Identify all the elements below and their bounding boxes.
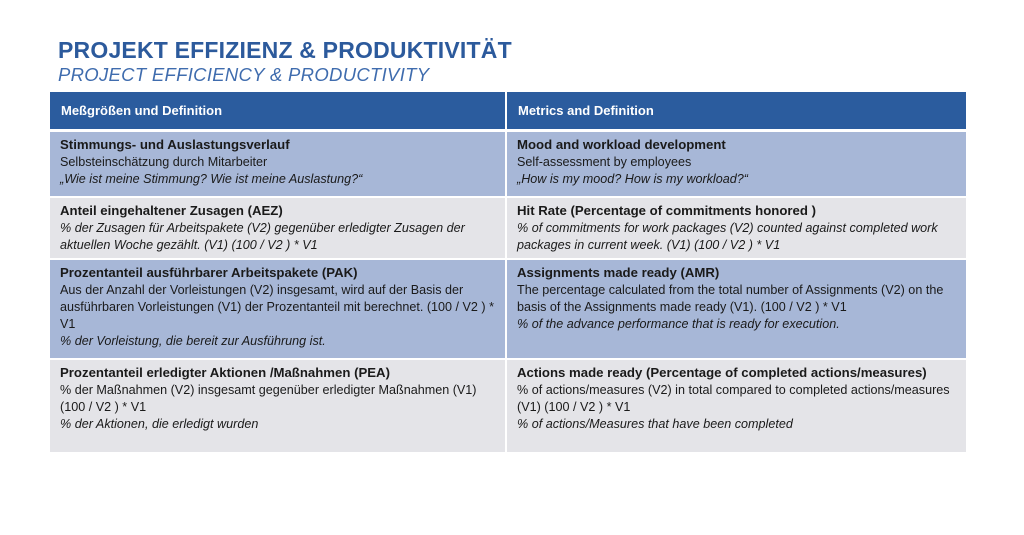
metrics-table (50, 92, 966, 454)
cell-english (507, 260, 966, 360)
cell-english (507, 198, 966, 260)
metric-title: Actions made ready (Percentage of completed actions/measures) (517, 365, 927, 380)
metric-title: Prozentanteil ausführbarer Arbeitspakete (PAK) (60, 265, 358, 280)
metric-definition: The percentage calculated from the total number of Assignments (V2) on the basis of the Assignments made ready (V1). (100 / V2 ) * V1 (517, 283, 944, 314)
metric-definition: % of commitments for work packages (V2) counted against completed work packages in current week. (V1) (100 / V2 ) * V1 (517, 221, 938, 252)
metric-definition: Aus der Anzahl der Vorleistungen (V2) insgesamt, wird auf der Basis der ausführbaren Vorleistungen (V1) der Prozentanteil mit berechnet. (100 / V2 ) * V1 (60, 283, 495, 331)
header-german: Meßgrößen und Definition (50, 92, 507, 132)
cell-german (50, 132, 507, 198)
cell-german (50, 198, 507, 260)
page-title: PROJEKT EFFIZIENZ & PRODUKTIVITÄT (58, 37, 512, 63)
metric-note: % der Aktionen, die erledigt wurden (60, 417, 259, 431)
metric-title: Prozentanteil erledigter Aktionen /Maßnahmen (PEA) (60, 365, 390, 380)
metric-note: % der Vorleistung, die bereit zur Ausführung ist. (60, 334, 326, 348)
metric-definition: % of actions/measures (V2) in total compared to completed actions/measures (V1) (100 / V2 ) * V1 (517, 383, 950, 414)
metric-title: Assignments made ready (AMR) (517, 265, 720, 280)
page-subtitle: PROJECT EFFICIENCY & PRODUCTIVITY (58, 64, 430, 85)
cell-english (507, 132, 966, 198)
table-row (50, 132, 966, 198)
metric-note: „How is my mood? How is my workload?“ (517, 172, 748, 186)
cell-german (50, 360, 507, 454)
table-row (50, 260, 966, 360)
metric-note: % of actions/Measures that have been completed (517, 417, 793, 431)
cell-english (507, 360, 966, 454)
header-english: Metrics and Definition (507, 92, 966, 132)
title-block (58, 36, 512, 86)
metric-definition: Self-assessment by employees (517, 155, 692, 169)
table-row (50, 198, 966, 260)
metric-title: Mood and workload development (517, 137, 726, 152)
metric-title: Anteil eingehaltener Zusagen (AEZ) (60, 203, 283, 218)
metric-note: % of the advance performance that is ready for execution. (517, 317, 840, 331)
table-row (50, 360, 966, 454)
header-row (50, 92, 966, 132)
metric-note: „Wie ist meine Stimmung? Wie ist meine Auslastung?“ (60, 172, 363, 186)
cell-german (50, 260, 507, 360)
metric-definition: Selbsteinschätzung durch Mitarbeiter (60, 155, 268, 169)
metric-title: Stimmungs- und Auslastungsverlauf (60, 137, 290, 152)
metric-definition: % der Zusagen für Arbeitspakete (V2) gegenüber erledigter Zusagen der aktuellen Woche gezählt. (V1) (100 / V2 ) * V1 (60, 221, 465, 252)
metric-definition: % der Maßnahmen (V2) insgesamt gegenüber erledigter Maßnahmen (V1) (100 / V2 ) * V1 (60, 383, 477, 414)
metric-title: Hit Rate (Percentage of commitments honored ) (517, 203, 816, 218)
